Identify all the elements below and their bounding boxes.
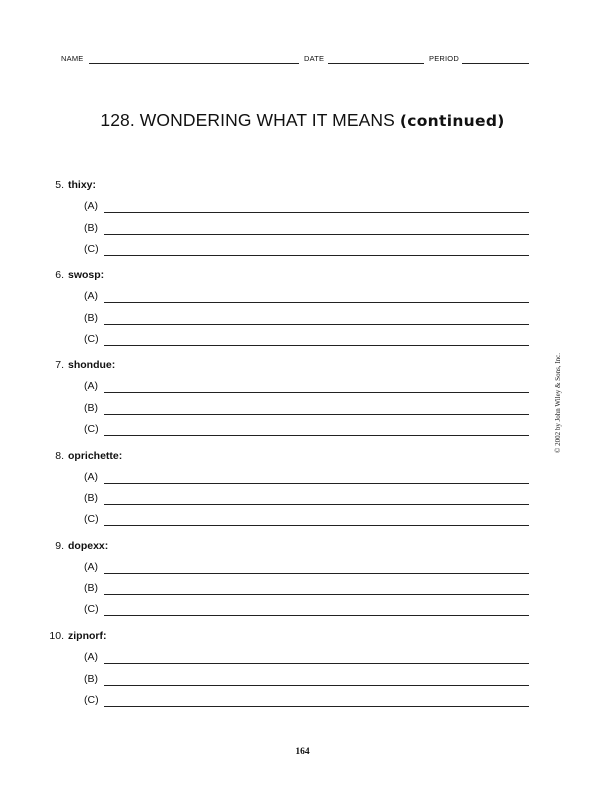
- period-label: PERIOD: [429, 54, 459, 63]
- answer-write-line[interactable]: [104, 414, 529, 415]
- word-item: [0, 450, 605, 530]
- answer-row: [84, 561, 529, 575]
- answer-write-line[interactable]: [104, 392, 529, 393]
- answer-row: [84, 651, 529, 665]
- answer-letter: (C): [84, 693, 99, 706]
- answer-write-line[interactable]: [104, 706, 529, 707]
- word-entry: [0, 540, 108, 552]
- answer-write-line[interactable]: [104, 255, 529, 256]
- answer-row: [84, 333, 529, 347]
- answer-write-line[interactable]: [104, 504, 529, 505]
- page-title: [0, 110, 605, 131]
- answer-write-line[interactable]: [104, 435, 529, 436]
- answer-letter: (A): [84, 290, 98, 303]
- word-text: shondue:: [68, 359, 116, 372]
- word-number: 9.: [55, 539, 64, 552]
- answer-row: [84, 222, 529, 236]
- answer-letter: (B): [84, 401, 98, 414]
- answer-row: [84, 290, 529, 304]
- word-item: [0, 540, 605, 620]
- answer-write-line[interactable]: [104, 525, 529, 526]
- name-blank-line: [89, 63, 299, 64]
- answer-row: [84, 423, 529, 437]
- copyright-notice: © 2002 by John Wiley & Sons, Inc.: [554, 353, 562, 453]
- word-item: [0, 630, 605, 710]
- answer-write-line[interactable]: [104, 324, 529, 325]
- answer-row: [84, 513, 529, 527]
- word-text: thixy:: [68, 179, 97, 191]
- answer-write-line[interactable]: [104, 594, 529, 595]
- answer-letter: (B): [84, 672, 98, 685]
- answer-letter: (C): [84, 242, 99, 255]
- answer-row: [84, 200, 529, 214]
- answer-write-line[interactable]: [104, 234, 529, 235]
- answer-write-line[interactable]: [104, 302, 529, 303]
- answer-letter: (C): [84, 513, 99, 526]
- answer-row: [84, 694, 529, 708]
- answer-row: [84, 402, 529, 416]
- answer-write-line[interactable]: [104, 483, 529, 484]
- answer-letter: (B): [84, 311, 98, 324]
- word-entry: [0, 179, 96, 191]
- answer-letter: (A): [84, 560, 98, 573]
- answer-letter: (B): [84, 492, 98, 505]
- answer-row: [84, 603, 529, 617]
- word-text: oprichette:: [68, 449, 123, 462]
- answer-write-line[interactable]: [104, 212, 529, 213]
- word-entry: [0, 359, 115, 371]
- word-text: swosp:: [68, 269, 105, 282]
- word-text: dopexx:: [68, 539, 109, 552]
- answer-write-line[interactable]: [104, 685, 529, 686]
- name-label: NAME: [61, 54, 84, 63]
- title-continued: (continued): [399, 112, 505, 130]
- word-number: 10.: [49, 630, 64, 642]
- answer-letter: (B): [84, 221, 98, 234]
- word-entry: [0, 269, 104, 281]
- word-entry: [0, 630, 107, 642]
- answer-letter: (A): [84, 380, 98, 393]
- header-fields: [61, 54, 531, 66]
- answer-write-line[interactable]: [104, 663, 529, 664]
- word-item: [0, 359, 605, 439]
- answer-row: [84, 312, 529, 326]
- answer-write-line[interactable]: [104, 615, 529, 616]
- answer-row: [84, 471, 529, 485]
- answer-letter: (C): [84, 603, 99, 616]
- answer-letter: (C): [84, 332, 99, 345]
- answer-write-line[interactable]: [104, 573, 529, 574]
- answer-row: [84, 582, 529, 596]
- period-blank-line: [462, 63, 529, 64]
- word-number: 6.: [55, 269, 64, 282]
- answer-row: [84, 243, 529, 257]
- answer-letter: (A): [84, 470, 98, 483]
- answer-letter: (C): [84, 422, 99, 435]
- answer-letter: (B): [84, 582, 98, 595]
- answer-row: [84, 673, 529, 687]
- word-number: 8.: [55, 449, 64, 462]
- word-entry: [0, 450, 122, 462]
- word-number: 5.: [55, 179, 64, 191]
- answer-row: [84, 492, 529, 506]
- page-number: 164: [295, 747, 310, 757]
- answer-write-line[interactable]: [104, 345, 529, 346]
- answer-letter: (A): [84, 200, 98, 212]
- word-item: [0, 269, 605, 349]
- date-label: DATE: [304, 54, 325, 63]
- date-blank-line: [328, 63, 424, 64]
- word-text: zipnorf:: [68, 630, 107, 642]
- word-number: 7.: [55, 359, 64, 372]
- answer-row: [84, 380, 529, 394]
- title-main: 128. WONDERING WHAT IT MEANS: [100, 110, 395, 130]
- answer-letter: (A): [84, 651, 98, 663]
- word-item: [0, 179, 605, 259]
